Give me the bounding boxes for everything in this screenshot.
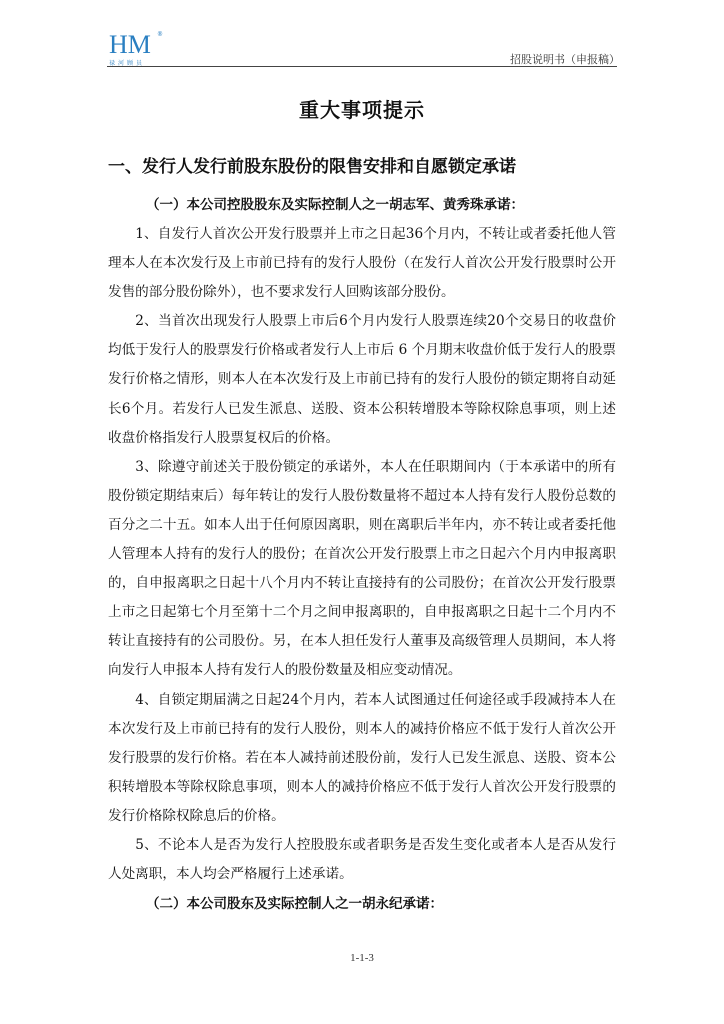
subsection-heading-1: （一）本公司控股股东及实际控制人之一胡志军、黄秀珠承诺：	[146, 197, 524, 213]
logo-subtitle: 禄河顾员	[109, 60, 146, 67]
page-title: 重大事项提示	[299, 98, 425, 122]
paragraph-5: 5、不论本人是否为发行人控股股东或者职务是否发生变化或者本人是否从发行人处离职，本人均会严格履行上述承诺。	[108, 836, 616, 883]
company-logo	[109, 30, 169, 67]
section-heading: 一、发行人发行前股东股份的限售安排和自愿锁定承诺	[108, 157, 516, 177]
document-type-label: 招股说明书（申报稿）	[510, 53, 620, 66]
page-number: 1-1-3	[350, 952, 374, 964]
paragraph-2: 2、当首次出现发行人股票上市后6个月内发行人股票连续20个交易日的收盘价均低于发行人的股票发行价格或者发行人上市后 6 个月期末收盘价低于发行人的股票发行价格之情形，则本人在本次发行及上市前已持有的发行人股份的锁定期将自动延长6个月。若发行人已发生派息、送股、资本公积转增股本等除权除息事项，则上述收盘价格指发行人股票复权后的价格。	[108, 313, 616, 446]
paragraph-3: 3、除遵守前述关于股份锁定的承诺外，本人在任职期间内（于本承诺中的所有股份锁定期结束后）每年转让的发行人股份数量将不超过本人持有发行人股份总数的百分之二十五。如本人出于任何原因离职，则在离职后半年内，亦不转让或者委托他人管理本人持有的发行人的股份；在首次公开发行股票上市之日起六个月内申报离职的，自申报离职之日起十八个月内不转让直接持有的公司股份；在首次公开发行股票上市之日起第七个月至第十二个月之间申报离职的，自申报离职之日起十二个月内不转让直接持有的公司股份。另，在本人担任发行人董事及高级管理人员期间，本人将向发行人申报本人持有发行人的股份数量及相应变动情况。	[108, 458, 616, 679]
paragraph-1: 1、自发行人首次公开发行股票并上市之日起36个月内，不转让或者委托他人管理本人在本次发行及上市前已持有的发行人股份（在发行人首次公开发行股票时公开发售的部分股份除外），也不要求发行人回购该部分股份。	[108, 226, 616, 301]
subsection-heading-2: （二）本公司股东及实际控制人之一胡永纪承诺：	[146, 896, 443, 913]
logo-text: HM	[109, 30, 151, 59]
header-divider	[107, 66, 617, 67]
body-content	[108, 190, 616, 919]
logo-registered-mark: ®	[157, 31, 163, 38]
paragraph-4: 4、自锁定期届满之日起24个月内，若本人试图通过任何途径或手段减持本人在本次发行及上市前已持有的发行人股份，则本人的减持价格应不低于发行人首次公开发行股票的发行价格。若在本人减持前述股份前，发行人已发生派息、送股、资本公积转增股本等除权除息事项，则本人的减持价格应不低于发行人首次公开发行股票的发行价格除权除息后的价格。	[108, 691, 616, 824]
